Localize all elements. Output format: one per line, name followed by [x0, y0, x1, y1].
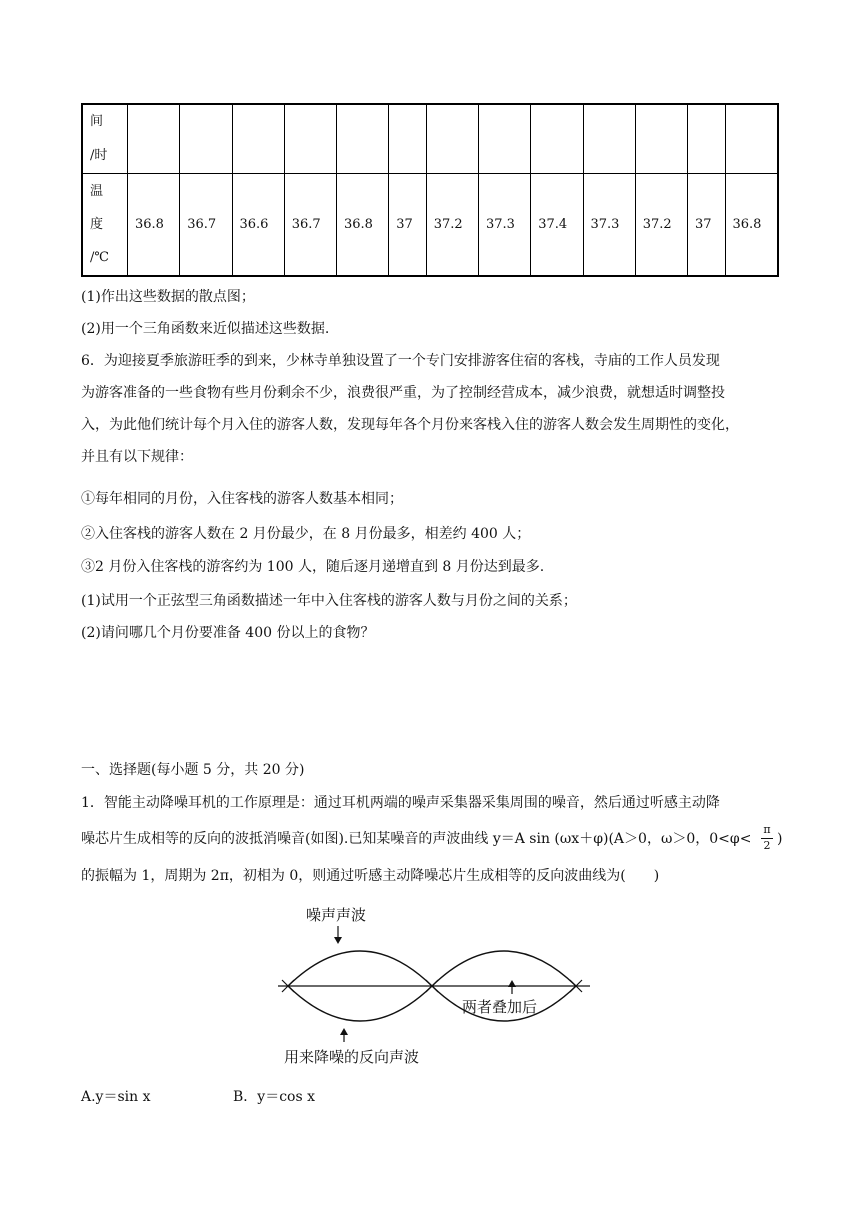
temp-value: 36.8: [725, 174, 778, 277]
sum-label: 两者叠加后: [462, 998, 538, 1016]
question-text: 并且有以下规律：: [81, 449, 193, 465]
choice-b: B．y＝cos x: [233, 1089, 315, 1105]
temp-value: 36.8: [128, 174, 180, 277]
question-part: (1)作出这些数据的散点图；: [81, 289, 255, 305]
table-cell: [479, 104, 531, 174]
temp-value: 37.2: [635, 174, 687, 277]
question-part: (2)用一个三角函数来近似描述这些数据.: [81, 321, 330, 337]
temp-value: 36.8: [337, 174, 389, 277]
table-cell: [426, 104, 478, 174]
temp-value: 37.2: [426, 174, 478, 277]
row-label: /℃: [90, 250, 109, 265]
table-cell: [180, 104, 232, 174]
rule-item: ③2 月份入住客栈的游客约为 100 人，随后逐月递增直到 8 月份达到最多.: [81, 559, 545, 575]
choice-a: A.y＝sin x: [81, 1089, 151, 1105]
table-cell: [389, 104, 427, 174]
question-text: 入，为此他们统计每个月入住的游客人数，发现每年各个月份来客栈入住的游客人数会发生周期性的变化，: [81, 417, 739, 433]
temp-value: 36.6: [232, 174, 284, 277]
temperature-table: [81, 103, 779, 277]
noise-cancel-figure: [276, 902, 592, 1072]
noise-wave-label: 噪声声波: [306, 906, 367, 924]
arrow-head: [508, 980, 516, 987]
question-text: 噪芯片生成相等的反向的波抵消噪音(如图).已知某噪音的声波曲线 y＝A sin (ωx＋φ)(A＞0，ω＞0，0<φ<: [81, 831, 752, 847]
row-label: 间: [90, 114, 104, 129]
temp-value: 37.4: [531, 174, 583, 277]
table-row: [82, 174, 778, 277]
question-text: 的振幅为 1，周期为 2π，初相为 0，则通过听感主动降噪芯片生成相等的反向波曲线为( ): [81, 868, 660, 884]
row-label: 度: [90, 217, 104, 232]
temp-value: 36.7: [284, 174, 336, 277]
table-cell: [82, 174, 128, 277]
question-part: (1)试用一个正弦型三角函数描述一年中入住客栈的游客人数与月份之间的关系；: [81, 593, 577, 609]
table-cell: [531, 104, 583, 174]
section-heading: 一、选择题(每小题 5 分，共 20 分): [81, 762, 305, 778]
arrow-head: [334, 937, 342, 944]
table-cell: [232, 104, 284, 174]
temp-value: 37: [688, 174, 726, 277]
table-cell: [725, 104, 778, 174]
fraction-denominator: 2: [763, 839, 771, 852]
temp-value: 37.3: [583, 174, 635, 277]
question-text: 6．为迎接夏季旅游旺季的到来，少林寺单独设置了一个专门安排游客住宿的客栈，寺庙的工作人员发现: [81, 353, 720, 369]
temp-value: 37.3: [479, 174, 531, 277]
question-part: (2)请问哪几个月份要准备 400 份以上的食物？: [81, 625, 375, 641]
table-cell: [688, 104, 726, 174]
question-text: 1．智能主动降噪耳机的工作原理是：通过耳机两端的噪声采集器采集周围的噪音，然后通过听感主动降: [81, 795, 720, 811]
arrow-head: [340, 1028, 348, 1035]
table-cell: [82, 104, 128, 174]
table-cell: [337, 104, 389, 174]
row-label: /时: [90, 148, 108, 163]
table-cell: [635, 104, 687, 174]
rule-item: ①每年相同的月份，入住客栈的游客人数基本相同；: [81, 491, 403, 507]
question-text: ): [777, 831, 783, 847]
table-cell: [284, 104, 336, 174]
rule-item: ②入住客栈的游客人数在 2 月份最少，在 8 月份最多，相差约 400 人；: [81, 526, 531, 542]
temp-value: 36.7: [180, 174, 232, 277]
temp-value: 37: [389, 174, 427, 277]
table-cell: [128, 104, 180, 174]
table-row: [82, 104, 778, 174]
question-text: 为游客准备的一些食物有些月份剩余不少，浪费很严重，为了控制经营成本，减少浪费，就想适时调整投: [81, 385, 725, 401]
fraction-numerator: π: [763, 823, 771, 836]
anti-wave-label: 用来降噪的反向声波: [284, 1048, 420, 1066]
table-cell: [583, 104, 635, 174]
row-label: 温: [90, 184, 104, 199]
